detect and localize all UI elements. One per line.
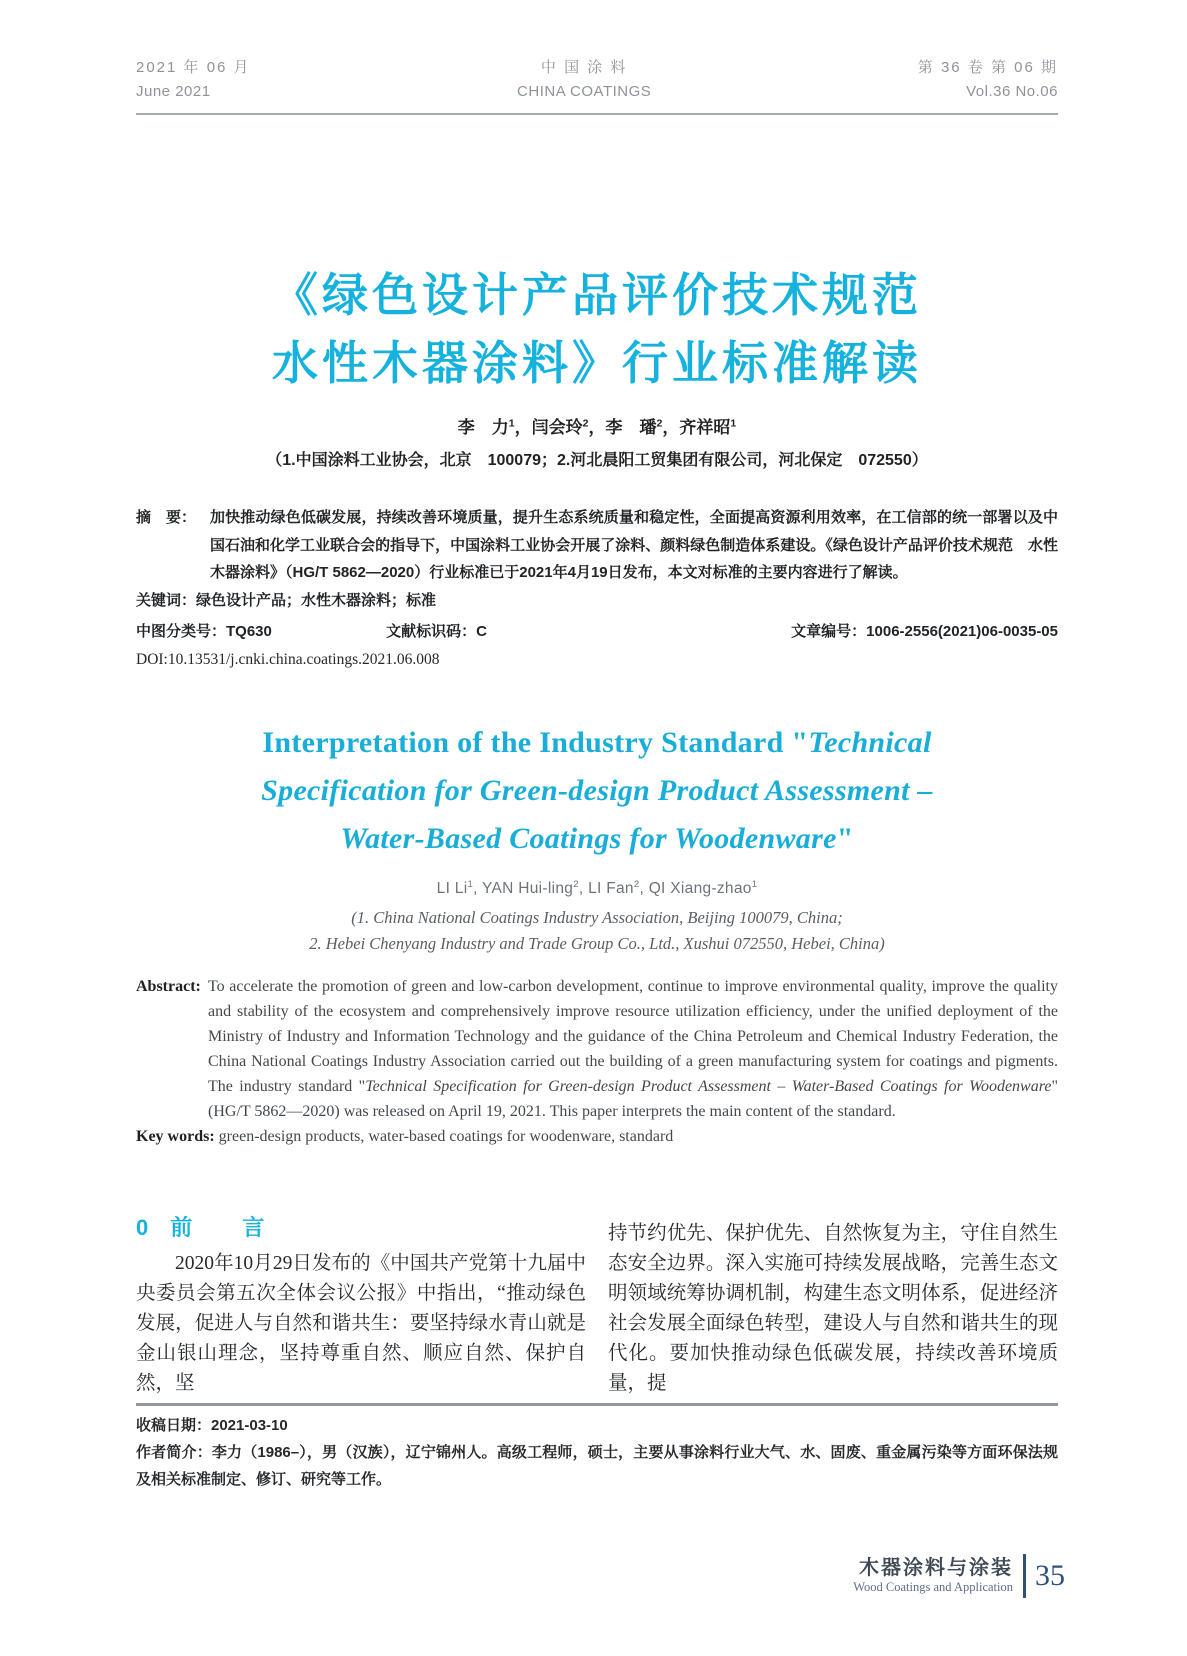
- article-title-en: [136, 719, 1058, 863]
- author-en: QI Xiang-zhao: [648, 880, 752, 898]
- page-footer: [853, 1554, 1065, 1598]
- author-sep: ，: [662, 418, 680, 437]
- footer-section-cn: 木器涂料与涂装: [859, 1557, 1013, 1579]
- author-en: LI Li: [436, 880, 468, 898]
- column-left: [136, 1213, 586, 1399]
- author-bio: 作者简介：李力（1986–），男（汉族），辽宁锦州人。高级工程师，硕士，主要从事涂料行业大气、水、固废、重金属污染等方面环保法规及相关标准制定、修订、研究等工作。: [136, 1444, 1058, 1489]
- abstract-cn-text: 加快推动绿色低碳发展，持续改善环境质量，提升生态系统质量和稳定性，全面提高资源利用效率，在工信部的统一部署以及中国石油和化学工业联合会的指导下，中国涂料工业协会开展了涂料、颜料绿色制造体系建设。《绿色设计产品评价技术规范 水性木器涂料》（HG/T 5862—2020）行业标准已于2021年4月19日发布，本文对标准的主要内容进行了解读。: [210, 509, 1058, 581]
- author-sep: ,: [473, 880, 483, 898]
- abstract-en-text-2: " (HG/T 5862—2020) was released on April 19, 2021. This paper interprets the main content of the standard.: [208, 1078, 1058, 1121]
- doi: DOI:10.13531/j.cnki.china.coatings.2021.06.008: [136, 651, 440, 668]
- article-title-en-line2: Specification for Green-design Product Assessment –: [261, 774, 933, 807]
- footnote: [136, 1412, 1058, 1493]
- author-cn: 李 力: [457, 418, 509, 437]
- document-code: 文献标识码：C: [386, 623, 487, 640]
- body-paragraph-left: 2020年10月29日发布的《中国共产党第十九届中央委员会第五次全体会议公报》中指出，“推动绿色发展，促进人与自然和谐共生：要坚持绿水青山就是金山银山理念，坚持尊重自然、顺应自然、保护自然，坚: [136, 1253, 586, 1395]
- keywords-en-label: Key words:: [136, 1128, 215, 1146]
- title-en-italic3: Water-Based Coatings for Woodenware: [340, 822, 837, 855]
- column-right: [608, 1213, 1058, 1399]
- keywords-cn-text: 绿色设计产品；水性木器涂料；标准: [196, 591, 437, 609]
- author-cn-sup: 2: [656, 417, 663, 430]
- abstract-en-label: Abstract:: [136, 978, 201, 996]
- author-cn: 齐祥昭: [679, 418, 731, 437]
- header-date: [136, 56, 251, 104]
- article-title-cn-line2: 水性木器涂料》行业标准解读: [272, 337, 922, 389]
- footer-section-names: [853, 1557, 1013, 1595]
- abstract-en-standard-name: Technical Specification for Green-design Product Assessment – Water-Based Coatings for Woodenware: [365, 1078, 1052, 1096]
- article-title-en-line1: [136, 719, 1058, 767]
- footnote-divider: [136, 1403, 1058, 1406]
- section-0-number: 0: [136, 1215, 149, 1241]
- journal-page: [0, 56, 1187, 1493]
- title-en-suffix: ": [836, 822, 854, 855]
- title-en-prefix: Interpretation of the Industry Standard ": [262, 726, 809, 759]
- keywords-en-text: green-design products, water-based coatings for woodenware, standard: [214, 1128, 674, 1146]
- affiliation-cn: （1.中国涂料工业协会，北京 100079；2.河北晨阳工贸集团有限公司，河北保定 072550）: [266, 452, 928, 469]
- author-en: LI Fan: [588, 880, 634, 898]
- author-en: YAN Hui-ling: [482, 880, 574, 898]
- received-date: 收稿日期：2021-03-10: [136, 1417, 288, 1435]
- keywords-cn: [136, 587, 1058, 615]
- article-title-cn: [136, 261, 1058, 397]
- header-date-cn: 2021 年 06 月: [136, 59, 251, 76]
- article-title-cn-line1: 《绿色设计产品评价技术规范: [272, 269, 922, 321]
- article-title-en-line3: [136, 815, 1058, 863]
- author-en-sup: 2: [633, 879, 640, 890]
- keywords-en: [136, 1124, 1058, 1149]
- abstract-en: [136, 974, 1058, 1124]
- abstract-cn: [136, 504, 1058, 587]
- author-en-sup: 1: [467, 879, 474, 890]
- section-0-heading: [136, 1213, 586, 1243]
- section-0-title: 前 言: [170, 1215, 279, 1241]
- abstract-cn-label: 摘 要：: [136, 509, 197, 526]
- clc-number: 中图分类号：TQ630: [136, 623, 272, 640]
- header-journal-en: CHINA COATINGS: [517, 83, 652, 100]
- title-en-italic1: Technical: [808, 726, 932, 759]
- header-date-en: June 2021: [136, 83, 211, 100]
- author-en-sup: 2: [573, 879, 579, 890]
- author-cn: 闫会玲: [531, 418, 583, 437]
- author-cn-sup: 2: [582, 417, 589, 430]
- article-id: 文章编号：1006-2556(2021)06-0035-05: [791, 623, 1058, 640]
- author-sep: ，: [514, 418, 532, 437]
- abstract-en-text-1: To accelerate the promotion of green and low-carbon development, continue to improve environmental quality, improve the quality and stability of the ecosystem and comprehensively improve resource utilization efficiency, under the unified deployment of the Ministry of Industry and Information Technology and the guidance of the China Petroleum and Chemical Industry Federation, the China National Coatings Industry Association carried out the building of a green manufacturing system for coatings and pigments. The industry standard ": [208, 978, 1058, 1096]
- author-cn-sup: 1: [508, 417, 515, 430]
- header-issue: [918, 56, 1058, 104]
- header-journal: [517, 56, 651, 104]
- body-paragraph-right: 持节约优先、保护优先、自然恢复为主，守住自然生态安全边界。深入实施可持续发展战略，完善生态文明领域统筹协调机制，构建生态文明体系，促进经济社会发展全面绿色转型，建设人与自然和谐共生的现代化。要加快推动绿色低碳发展，持续改善环境质量，提: [608, 1223, 1058, 1395]
- footer-section-en: Wood Coatings and Application: [853, 1580, 1013, 1594]
- affiliation-en-line2: 2. Hebei Chenyang Industry and Trade Group Co., Ltd., Xushui 072550, Hebei, China): [309, 934, 885, 954]
- running-head: [136, 56, 1058, 115]
- authors-en: [136, 879, 1058, 898]
- author-cn: 李 璠: [605, 418, 657, 437]
- author-sep: ，: [588, 418, 606, 437]
- author-en-sup: 1: [751, 879, 758, 890]
- section-0: [136, 1213, 1058, 1399]
- footer-divider-bar: [1023, 1554, 1026, 1598]
- page-number: 35: [1035, 1559, 1065, 1592]
- authors-cn: [136, 413, 1058, 438]
- keywords-cn-label: 关键词：: [136, 591, 197, 609]
- header-journal-cn: 中 国 涂 料: [540, 59, 628, 76]
- author-sep: ,: [578, 880, 589, 898]
- author-sep: ,: [639, 880, 649, 898]
- affiliation-en: [136, 905, 1058, 957]
- header-issue-en: Vol.36 No.06: [966, 83, 1058, 100]
- header-issue-cn: 第 36 卷 第 06 期: [917, 59, 1058, 76]
- author-cn-sup: 1: [730, 417, 737, 430]
- affiliation-en-line1: (1. China National Coatings Industry Association, Beijing 100079, China;: [351, 908, 843, 928]
- classification-row: [136, 620, 1058, 641]
